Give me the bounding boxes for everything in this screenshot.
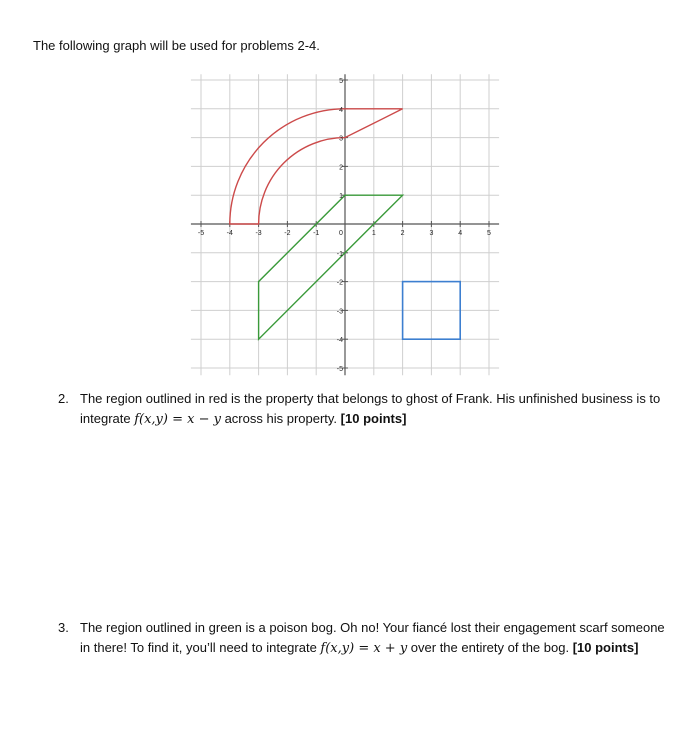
y-tick-label: -4 (336, 337, 343, 345)
problem-2-text: The region outlined in red is the property that belongs to ghost of Frank. His unfinished business is to integrate (80, 391, 661, 426)
problem-3-text: The region outlined in green is a poison bog. Oh no! Your fiancé lost their engagement scarf someone in there! To find it, you’ll need to integrate (80, 620, 665, 655)
problem-3-formula: f(x,y) = x + y (320, 641, 408, 656)
problem-2-points: [10 points] (340, 411, 407, 426)
intro-text: The following graph will be used for problems 2-4. (33, 38, 320, 53)
x-tick-label: 3 (429, 230, 434, 237)
y-tick-label: 5 (339, 78, 343, 85)
y-tick-label: -1 (336, 250, 343, 258)
x-tick-label: 2 (400, 230, 405, 237)
problem-2 (58, 389, 668, 430)
problem-2-number: 2. (58, 391, 69, 406)
y-tick-label: 4 (339, 106, 343, 114)
problem-3-text-end: over the entirety of the bog. (407, 640, 573, 655)
x-tick-label: -4 (226, 230, 233, 237)
problem-3-number: 3. (58, 620, 69, 635)
axes (191, 74, 499, 375)
y-tick-label: -3 (336, 308, 343, 316)
y-tick-label: 3 (339, 135, 343, 143)
x-tick-label: 1 (371, 230, 376, 237)
x-tick-label: -5 (197, 230, 205, 237)
x-tick-label: -3 (255, 230, 262, 237)
problem-3-points: [10 points] (572, 640, 639, 655)
x-tick-label: 4 (458, 230, 463, 237)
x-tick-label: -2 (284, 230, 291, 237)
x-tick-label: 0 (339, 230, 343, 237)
y-tick-label: -2 (336, 279, 343, 287)
problem-3 (58, 618, 668, 659)
y-tick-label: -5 (336, 366, 343, 373)
y-tick-label: 2 (339, 164, 343, 172)
green-region-outline (259, 195, 403, 339)
x-tick-label: -1 (313, 230, 320, 237)
problem-2-formula: f(x,y) = x − y (134, 412, 221, 427)
problem-2-text-end: across his property. (220, 411, 341, 426)
x-tick-label: 5 (487, 230, 491, 237)
y-tick-label: 1 (339, 193, 343, 201)
